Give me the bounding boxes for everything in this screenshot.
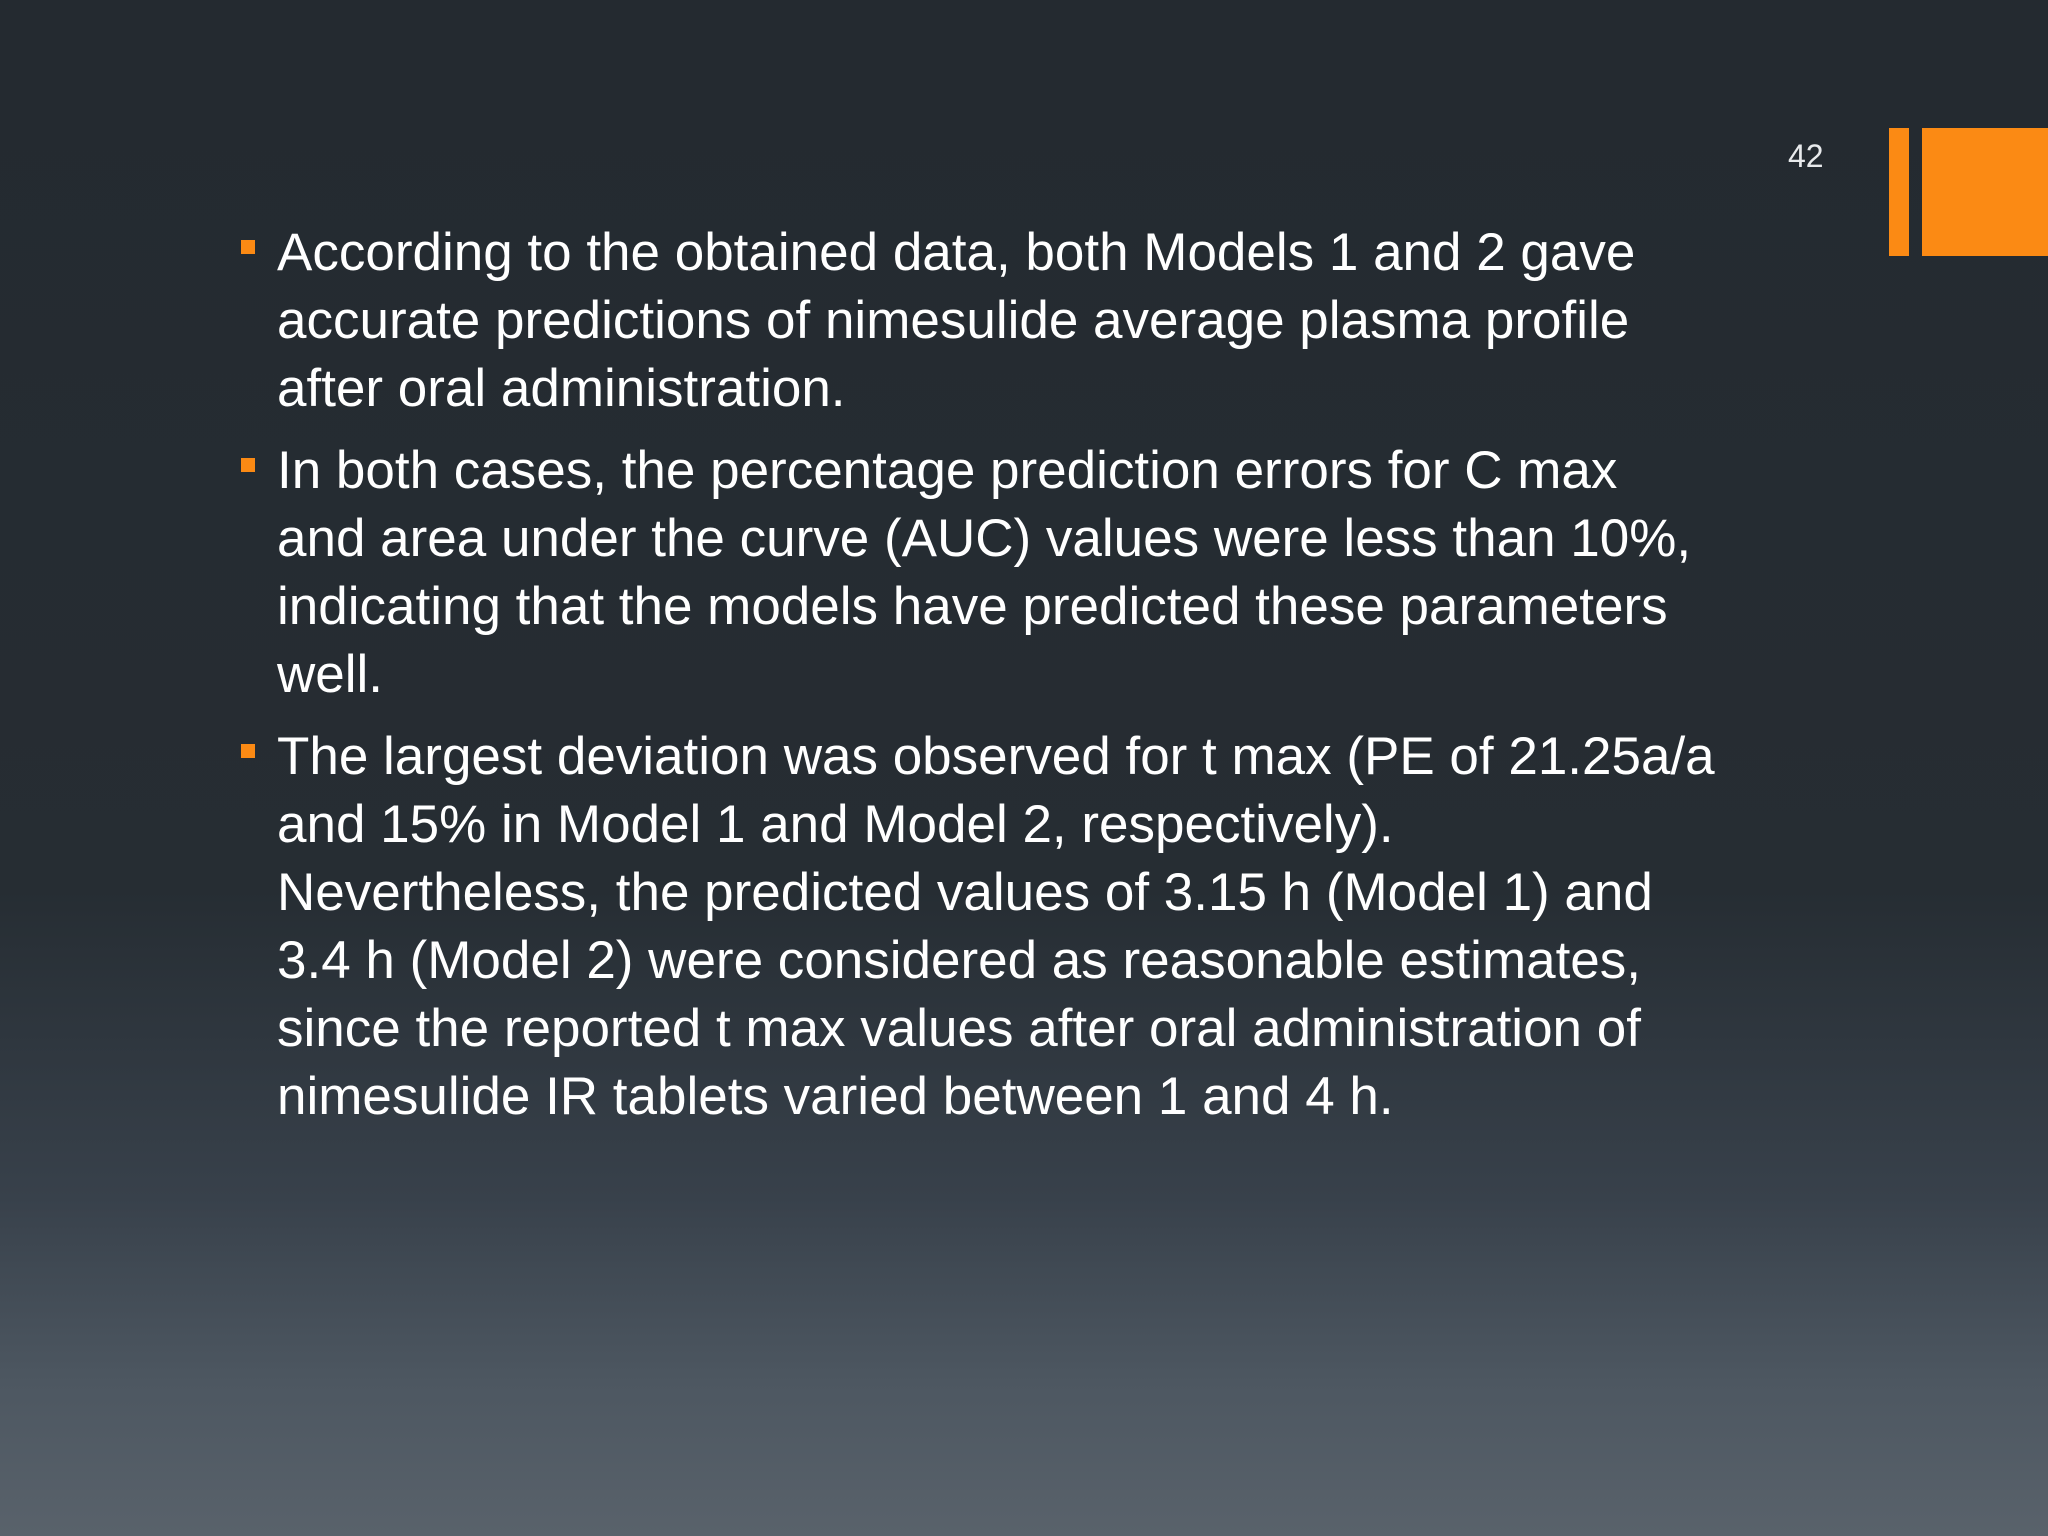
square-bullet-icon <box>241 744 255 758</box>
square-bullet-icon <box>241 240 255 254</box>
bullet-line: since the reported t max values after oral administration of <box>277 999 1641 1058</box>
accent-bar-thin <box>1889 128 1909 256</box>
bullet-line: In both cases, the percentage prediction errors for C max <box>277 441 1618 500</box>
bullet-line: Nevertheless, the predicted values of 3.15 h (Model 1) and <box>277 863 1653 922</box>
bullet-line: nimesulide IR tablets varied between 1 and 4 h. <box>277 1067 1394 1126</box>
bullet-line: well. <box>277 645 384 704</box>
bullet-item <box>236 723 1836 1131</box>
page-number: 42 <box>1788 138 1824 174</box>
accent-bar-thick <box>1922 128 2048 256</box>
bullet-line: According to the obtained data, both Models 1 and 2 gave <box>277 223 1636 282</box>
bullet-line: 3.4 h (Model 2) were considered as reasonable estimates, <box>277 931 1641 990</box>
bullet-line: after oral administration. <box>277 359 846 418</box>
bullet-line: The largest deviation was observed for t max (PE of 21.25a/a <box>277 727 1715 786</box>
bullet-list <box>236 219 1836 1145</box>
bullet-item <box>236 437 1836 709</box>
bullet-item <box>236 219 1836 423</box>
square-bullet-icon <box>241 458 255 472</box>
bullet-line: accurate predictions of nimesulide average plasma profile <box>277 291 1630 350</box>
bullet-line: and area under the curve (AUC) values were less than 10%, <box>277 509 1692 568</box>
bullet-line: and 15% in Model 1 and Model 2, respectively). <box>277 795 1394 854</box>
bullet-line: indicating that the models have predicted these parameters <box>277 577 1668 636</box>
